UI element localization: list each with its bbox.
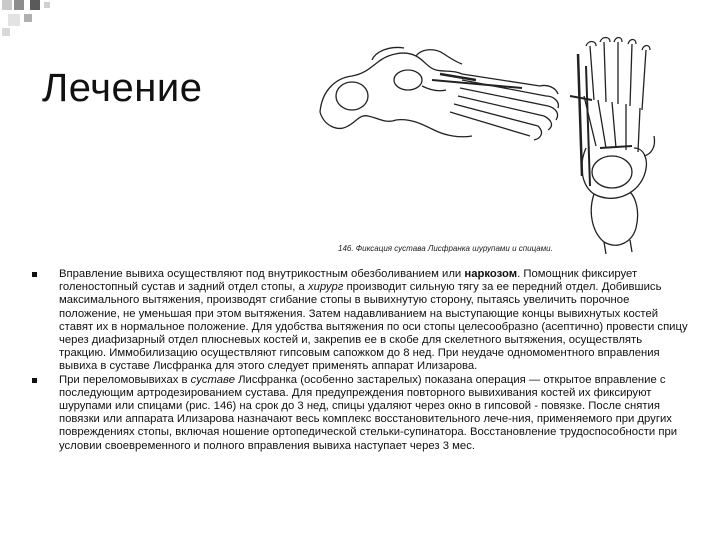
square-bullet-icon xyxy=(32,378,37,383)
paragraph-text: производит сильную тягу за ее передний отдел. Добившись максимального вытяжения, производят сгибание стопы в вывихнутую сторону, пытаясь увеличить порочное положение, не уменьшая при этом вытяжения. Затем надавливанием на выступающие концы вывихнутых костей ставят их в нормальное положение. Для удобства вытяжения по оси стопы целесообразно (асептично) провести спицу через диафизарный отдел плюсневых костей и, закрепив ее в скобе для скелетного вытяжения, осуществлять тракцию. Иммобилизацию осуществляют гипсовым сапожком до 8 нед. При неудаче одномоментного вправления вывиха в суставе Лисфранка для этого следует применять аппарат Илизарова. xyxy=(59,281,688,373)
foot-top-illustration xyxy=(560,36,680,256)
paragraph-text: Вправление вывиха осуществляют под внутрикостным обезболиванием или xyxy=(59,268,465,280)
corner-decoration xyxy=(0,0,60,40)
paragraph-text: . Помощник фиксирует голеностопный сустав и задний отдел стопы, а xyxy=(59,268,638,294)
paragraph-text: При переломовывихах в xyxy=(59,373,191,386)
figure-caption: 146. Фиксация сустава Лисфранка шурупами и спицами. xyxy=(338,244,553,253)
foot-lateral-illustration xyxy=(312,40,562,150)
list-item xyxy=(32,374,690,453)
paragraph-italic-text: хирург xyxy=(307,281,344,294)
paragraph-text: Лисфранка (особенно застарелых) показана операция — открытое вправление с последующим артродезированием сустава. Для предупреждения повторного вывихивания костей их фиксируют шурупами или спицами (рис. 146) на срок до 3 нед, спицы удаляют через окно в гипсовой - повязке. После снятия повязки или аппарата Илизарова назначают весь комплекс восстановительного лече-ния, применяемого при других повреждениях стопы, включая ношение ортопедической стельки-супинатора. Восстановление трудоспособности при условии своевременного и полного вправления вывиха наступает через 3 мес. xyxy=(59,373,678,452)
body-text-list xyxy=(32,268,690,453)
slide-title: Лечение xyxy=(42,66,203,110)
square-bullet-icon xyxy=(32,272,37,277)
paragraph-bold-text: наркозом xyxy=(464,268,518,280)
list-item xyxy=(32,268,690,374)
paragraph-italic-text: суставе xyxy=(190,373,235,386)
